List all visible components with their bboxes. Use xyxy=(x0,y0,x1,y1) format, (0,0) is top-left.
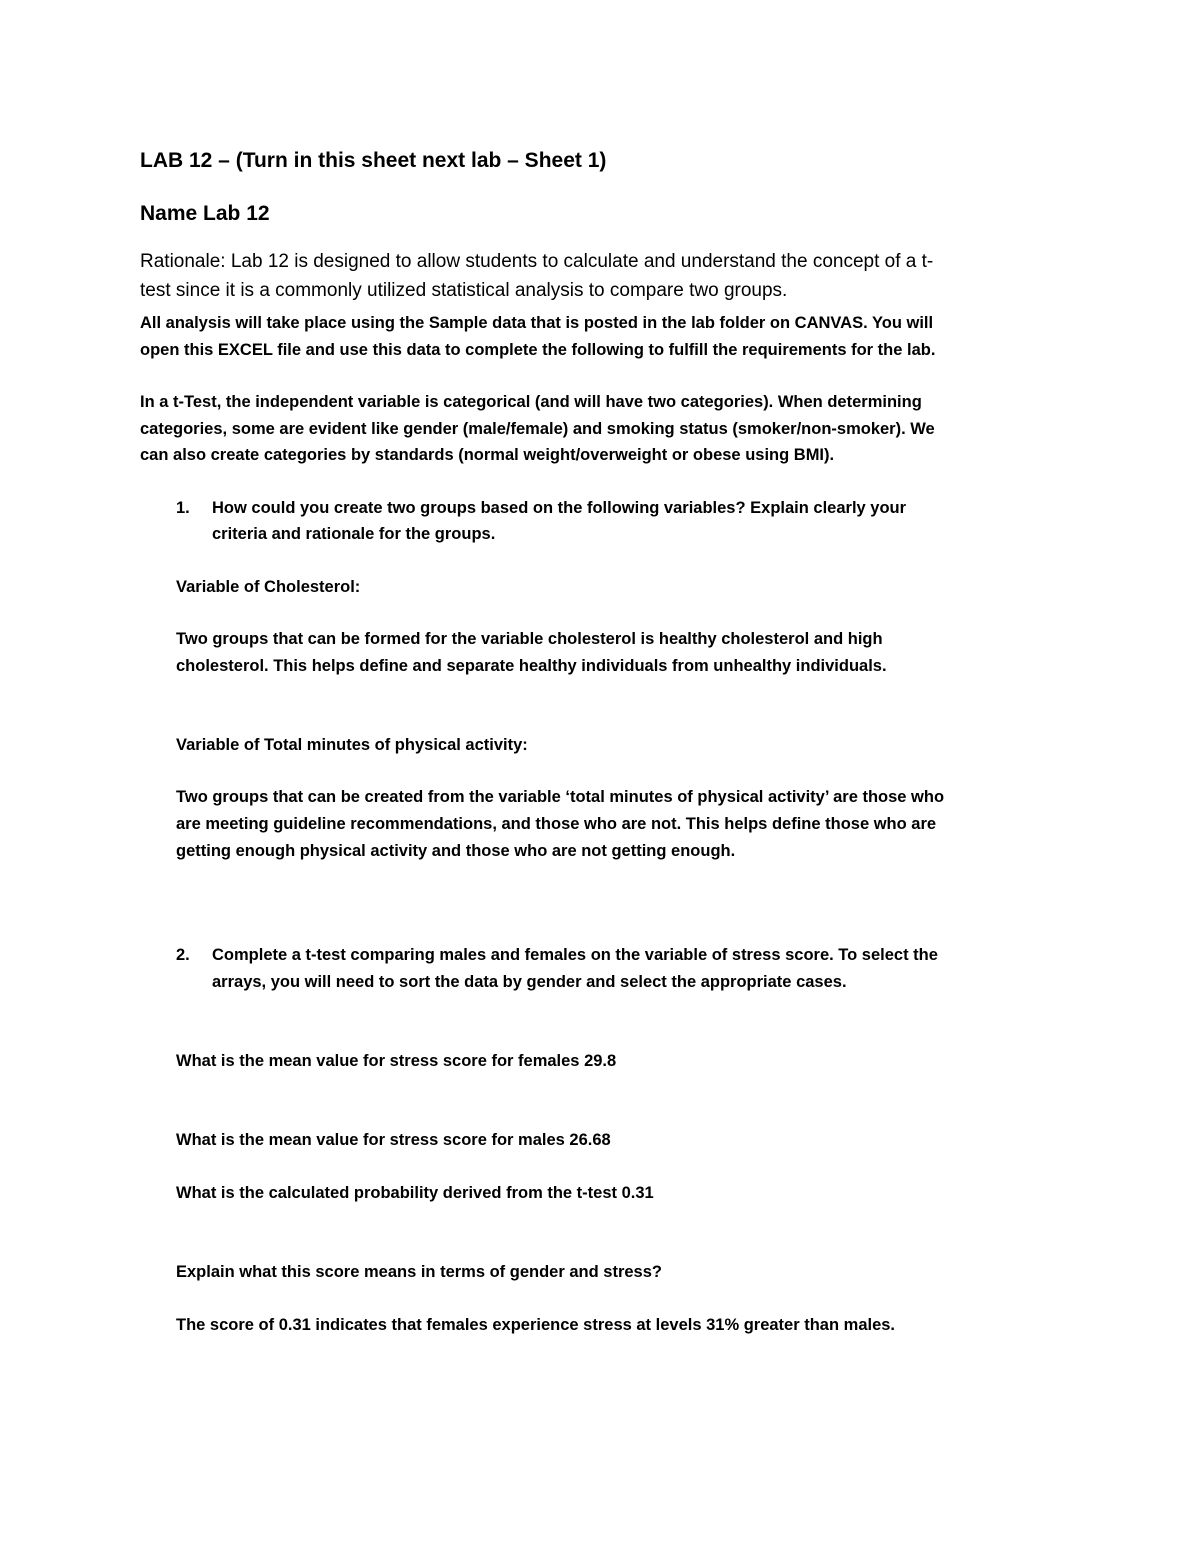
activity-answer-line-2: are meeting guideline recommendations, and those who are not. This helps define those who are xyxy=(176,815,937,833)
ttest-intro-line-2: categories, some are evident like gender (male/female) and smoking status (smoker/non-smoker). We xyxy=(140,420,935,438)
intro-line-2: open this EXCEL file and use this data to complete the following to fulfill the requirements for the lab. xyxy=(140,341,936,359)
activity-answer-line-3: getting enough physical activity and those who are not getting enough. xyxy=(176,842,736,860)
ttest-intro-line-3: can also create categories by standards (normal weight/overweight or obese using BMI). xyxy=(140,446,835,464)
cholesterol-label: Variable of Cholesterol: xyxy=(176,578,361,596)
question-1-number: 1. xyxy=(176,499,190,517)
intro-line-1: All analysis will take place using the Sample data that is posted in the lab folder on CANVAS. You will xyxy=(140,314,934,332)
question-1-line-2: criteria and rationale for the groups. xyxy=(212,525,496,543)
question-2-number: 2. xyxy=(176,946,190,964)
cholesterol-answer-line-2: cholesterol. This helps define and separate healthy individuals from unhealthy individuals. xyxy=(176,657,887,675)
male-mean-line: What is the mean value for stress score for males 26.68 xyxy=(176,1131,611,1149)
explain-answer: The score of 0.31 indicates that females experience stress at levels 31% greater than males. xyxy=(176,1316,896,1334)
page-title: LAB 12 – (Turn in this sheet next lab – Sheet 1) xyxy=(140,149,607,172)
cholesterol-answer-line-1: Two groups that can be formed for the variable cholesterol is healthy cholesterol and high xyxy=(176,630,883,648)
name-line: Name Lab 12 xyxy=(140,202,270,225)
activity-label: Variable of Total minutes of physical activity: xyxy=(176,736,528,754)
question-2-line-2: arrays, you will need to sort the data by gender and select the appropriate cases. xyxy=(212,973,847,991)
activity-answer-line-1: Two groups that can be created from the variable ‘total minutes of physical activity’ are those who xyxy=(176,788,945,806)
female-mean-line: What is the mean value for stress score for females 29.8 xyxy=(176,1052,617,1070)
question-1-line-1: How could you create two groups based on the following variables? Explain clearly your xyxy=(212,499,907,517)
ttest-intro-line-1: In a t-Test, the independent variable is categorical (and will have two categories). When determining xyxy=(140,393,922,411)
explain-prompt: Explain what this score means in terms of gender and stress? xyxy=(176,1263,662,1281)
question-2-line-1: Complete a t-test comparing males and females on the variable of stress score. To select the xyxy=(212,946,938,964)
rationale-line-1: Rationale: Lab 12 is designed to allow students to calculate and understand the concept of a t- xyxy=(140,251,934,272)
probability-line: What is the calculated probability derived from the t-test 0.31 xyxy=(176,1184,654,1202)
rationale-line-2: test since it is a commonly utilized statistical analysis to compare two groups. xyxy=(140,280,788,301)
